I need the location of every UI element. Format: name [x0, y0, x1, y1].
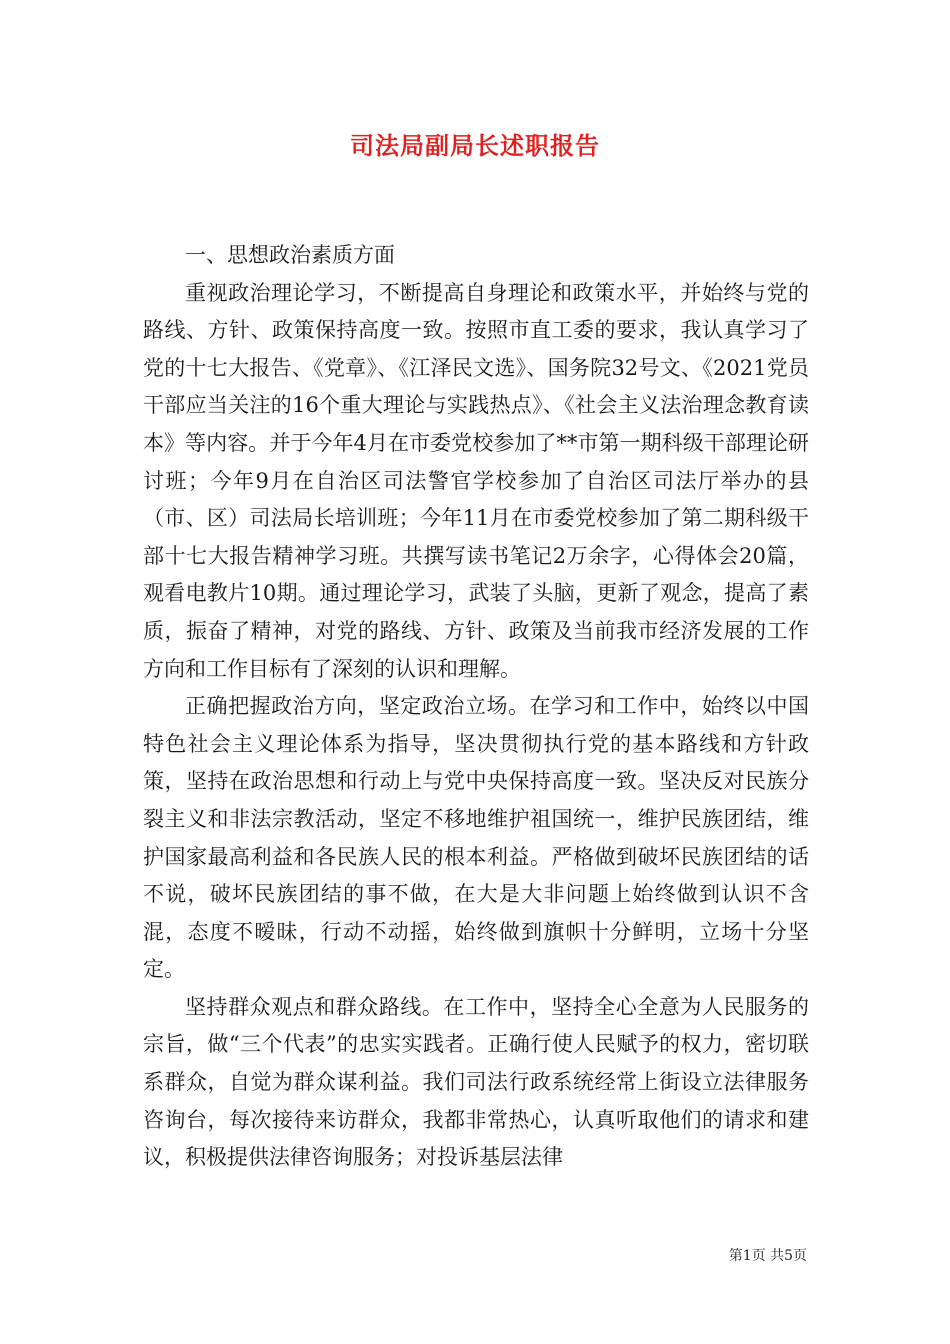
paragraph-3: 坚持群众观点和群众路线。在工作中，坚持全心全意为人民服务的宗旨，做“三个代表”的忠实实践者。正确行使人民赋予的权力，密切联系群众，自觉为群众谋利益。我们司法行政系统经常上街设立法律服务咨询台，每次接待来访群众，我都非常热心，认真听取他们的请求和建议，积极提供法律咨询服务；对投诉基层法律 — [143, 994, 809, 1170]
paragraph-1: 重视政治理论学习，不断提高自身理论和政策水平，并始终与党的路线、方针、政策保持高度一致。按照市直工委的要求，我认真学习了党的十七大报告、《党章》、《江泽民文选》、国务院32号文、《2021党员干部应当关注的16个重大理论与实践热点》、《社会主义法治理念教育读本》等内容。并于今年4月在市委党校参加了**市第一期科级干部理论研讨班；今年9月在自治区司法警官学校参加了自治区司法厅举办的县（市、区）司法局长培训班；今年11月在市委党校参加了第二期科级干部十七大报告精神学习班。共撰写读书笔记2万余字，心得体会20篇，观看电教片10期。通过理论学习，武装了头脑，更新了观念，提高了素质，振奋了精神，对党的路线、方针、政策及当前我市经济发展的工作方向和工作目标有了深刻的认识和理解。 — [143, 280, 809, 681]
section-heading: 一、思想政治素质方面 — [185, 243, 395, 267]
page-number: 第1页 共5页 — [728, 1248, 807, 1264]
document-title: 司法局副局长述职报告 — [350, 131, 600, 160]
document-body — [143, 237, 809, 1177]
paragraph-2: 正确把握政治方向，坚定政治立场。在学习和工作中，始终以中国特色社会主义理论体系为指导，坚决贯彻执行党的基本路线和方针政策，坚持在政治思想和行动上与党中央保持高度一致。坚决反对民族分裂主义和非法宗教活动，坚定不移地维护祖国统一，维护民族团结，维护国家最高利益和各民族人民的根本利益。严格做到破坏民族团结的话不说，破坏民族团结的事不做，在大是大非问题上始终做到认识不含混，态度不暧昧，行动不动摇，始终做到旗帜十分鲜明，立场十分坚定。 — [143, 694, 809, 982]
